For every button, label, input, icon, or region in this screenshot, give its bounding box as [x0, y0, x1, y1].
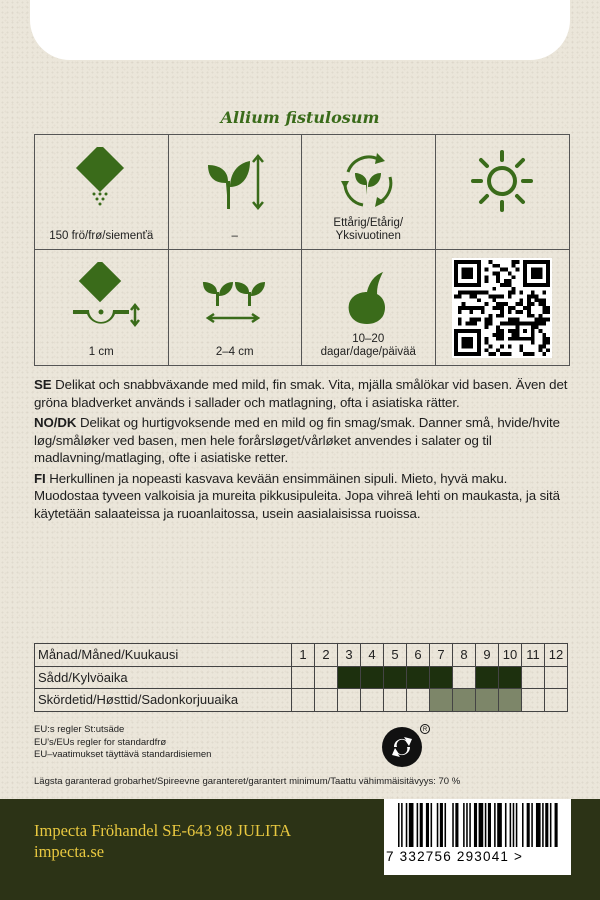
sun-cell	[436, 135, 570, 250]
barcode-number: 7 332756 293041 >	[386, 849, 524, 864]
month-header: 2	[315, 644, 338, 667]
germination-cell	[302, 250, 436, 365]
month-header: 10	[499, 644, 522, 667]
description	[34, 376, 574, 525]
sun-icon	[467, 147, 537, 217]
description-se-text: Delikat och snabbväxande med mild, fin smak. Vita, mjälla smålökar vid basen. Även det gröna bladverket används i sallader och matlagning, ofta i asiatiska rätter.	[34, 377, 568, 410]
harvest-month-cell	[522, 689, 545, 712]
species-name: Allium fistulosum	[220, 108, 380, 127]
icon-grid	[34, 134, 570, 366]
sowing-month-cell	[361, 666, 384, 689]
sowing-month-cell	[315, 666, 338, 689]
calendar-header-label: Månad/Måned/Kuukausi	[35, 644, 292, 667]
plant-height-cell	[169, 135, 303, 250]
sowing-depth-icon	[61, 262, 141, 332]
month-header: 4	[361, 644, 384, 667]
lifecycle-label: Ettårig/Etårig/ Yksivuotinen	[333, 217, 404, 242]
regulation-line: EU:s regler St:utsäde	[34, 724, 125, 735]
company-address: Impecta Fröhandel SE-643 98 JULITA	[34, 821, 292, 840]
seed-count-label: 150 frö/frø/siemenťä	[49, 230, 154, 242]
seed-packet-icon	[66, 147, 136, 217]
qr-cell	[436, 250, 570, 365]
month-header: 6	[407, 644, 430, 667]
month-header: 8	[453, 644, 476, 667]
description-se	[34, 376, 574, 411]
sowing-depth-label: 1 cm	[88, 346, 114, 358]
month-header: 12	[545, 644, 568, 667]
month-header: 11	[522, 644, 545, 667]
regulations	[34, 724, 211, 762]
harvest-month-cell	[453, 689, 476, 712]
barcode-bars	[384, 799, 571, 851]
harvest-month-cell	[315, 689, 338, 712]
plant-height-label: –	[231, 230, 238, 242]
lifecycle-icon	[333, 147, 403, 217]
calendar-sowing-row	[35, 666, 568, 689]
svg-text:R: R	[422, 727, 428, 733]
description-fi-text: Herkullinen ja nopeasti kasvava kevään ensimmäinen sipuli. Mieto, hyvä maku. Muodostaa tyveen valkoisia ja mureita pikkusipuleita. Jopa vihreä lehti on maukasta, ja sitä käytetään salaateissa ja ruoanlaitossa, usein aasialaisissa ruoissa.	[34, 470, 560, 521]
qr-code[interactable]	[452, 258, 552, 358]
plant-spacing-label: 2–4 cm	[215, 346, 254, 358]
company-website[interactable]: impecta.se	[34, 842, 105, 861]
germination-guarantee: Lägsta garanterad grobarhet/Spireevne garanteret/garantert minimum/Taattu vähimmäisitävyys: 70 %	[34, 776, 461, 787]
germination-icon	[333, 262, 403, 332]
month-header: 7	[430, 644, 453, 667]
calendar-sowing-label: Sådd/Kylvöaika	[35, 666, 292, 689]
sowing-month-cell	[499, 666, 522, 689]
month-header: 1	[292, 644, 315, 667]
lifecycle-cell	[302, 135, 436, 250]
lang-code-fi: FI	[34, 470, 46, 486]
description-no	[34, 414, 574, 467]
seed-count-cell	[35, 135, 169, 250]
harvest-month-cell	[499, 689, 522, 712]
sowing-month-cell	[545, 666, 568, 689]
harvest-month-cell	[430, 689, 453, 712]
barcode	[384, 799, 571, 875]
plant-spacing-icon	[195, 262, 275, 332]
sowing-month-cell	[453, 666, 476, 689]
sowing-month-cell	[338, 666, 361, 689]
harvest-month-cell	[338, 689, 361, 712]
harvest-month-cell	[361, 689, 384, 712]
plant-spacing-cell	[169, 250, 303, 365]
harvest-month-cell	[292, 689, 315, 712]
packet-top-cutout	[30, 0, 570, 60]
sowing-month-cell	[476, 666, 499, 689]
harvest-month-cell	[545, 689, 568, 712]
calendar-header-row	[35, 644, 568, 667]
green-dot-recycling-icon	[380, 723, 434, 769]
sowing-month-cell	[292, 666, 315, 689]
harvest-month-cell	[384, 689, 407, 712]
month-header: 3	[338, 644, 361, 667]
calendar-harvest-row	[35, 689, 568, 712]
company-info	[34, 820, 291, 862]
lang-code-no: NO/DK	[34, 415, 77, 430]
month-header: 5	[384, 644, 407, 667]
description-no-text: Delikat og hurtigvoksende med en mild og fin smag/smak. Danner små, hvide/hvite løg/småløker ved basen, men hele forårsløget/vårløket anvendes i salater og til madlavning/matlaging, ofte i asiatiske retter.	[34, 415, 560, 465]
lang-code-se: SE	[34, 377, 52, 392]
sowing-calendar	[34, 643, 568, 712]
sowing-month-cell	[522, 666, 545, 689]
month-header: 9	[476, 644, 499, 667]
calendar-harvest-label: Skördetid/Høsttid/Sadonkorjuuaika	[35, 689, 292, 712]
sowing-depth-cell	[35, 250, 169, 365]
harvest-month-cell	[476, 689, 499, 712]
plant-height-icon	[200, 147, 270, 217]
sowing-month-cell	[384, 666, 407, 689]
description-fi	[34, 470, 574, 523]
harvest-month-cell	[407, 689, 430, 712]
germination-label: 10–20 dagar/dage/päivää	[320, 333, 416, 358]
footer	[0, 799, 600, 900]
regulation-line: EU–vaatimukset täyttävä standardisiemen	[34, 749, 212, 760]
regulation-line: EU's/EUs regler for standardfrø	[34, 736, 167, 748]
sowing-month-cell	[430, 666, 453, 689]
sowing-month-cell	[407, 666, 430, 689]
